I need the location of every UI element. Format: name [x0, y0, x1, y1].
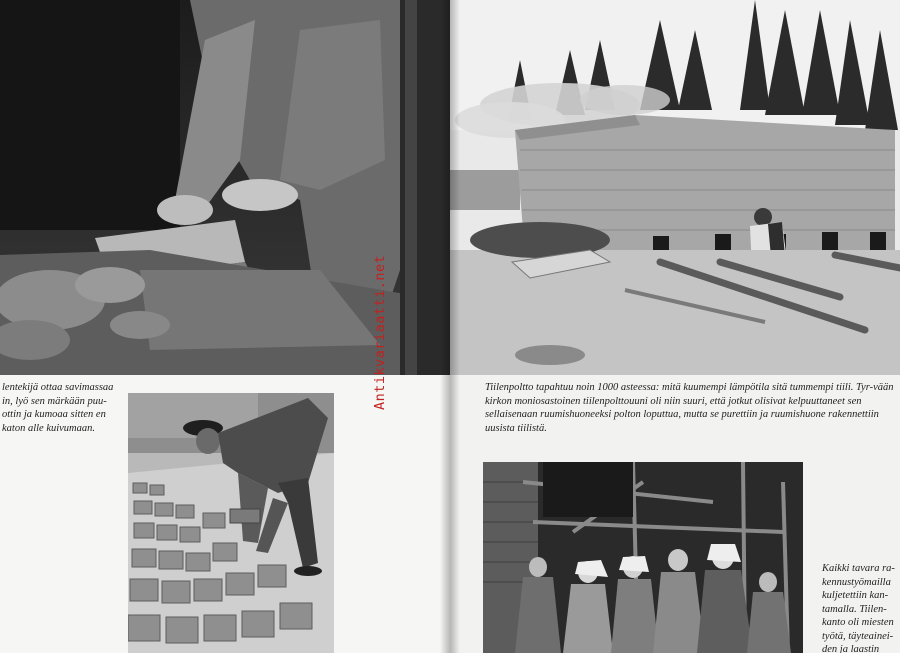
caption-brick-moulding: lentekijä ottaa savimassaa in, lyö sen märkään puu-ottin ja kumoaa sitten en katon alle kuivumaan. — [2, 382, 114, 434]
watermark: Antikvariaatti.net — [372, 254, 388, 410]
caption-brick-kiln: Tiilenpoltto tapahtuu noin 1000 asteessa: mitä kuumempi lämpötila sitä tummempi tiili. Tyr-vään kirkon moniosastoinen tiilenpolttouuni oli niin suuri, että jotkut olisivat kelpuuttaneet sen sellaisenaan ruumishuoneeksi polton loputtua, mutta se purettiin ja ruumishuone rakennettiin uusista tiilistä. — [485, 382, 894, 434]
caption-brick-carriers: Kaikki tavara ra-kennustyömailla kuljetettiin kan-tamalla. Tiilen-kanto oli miesten työtä, täyteainei-den ja laastin — [822, 563, 895, 653]
photo-brick-carriers — [483, 462, 803, 653]
photo-brick-kiln — [450, 0, 900, 375]
right-page — [450, 0, 900, 653]
photo-bricks-drying — [128, 393, 334, 653]
